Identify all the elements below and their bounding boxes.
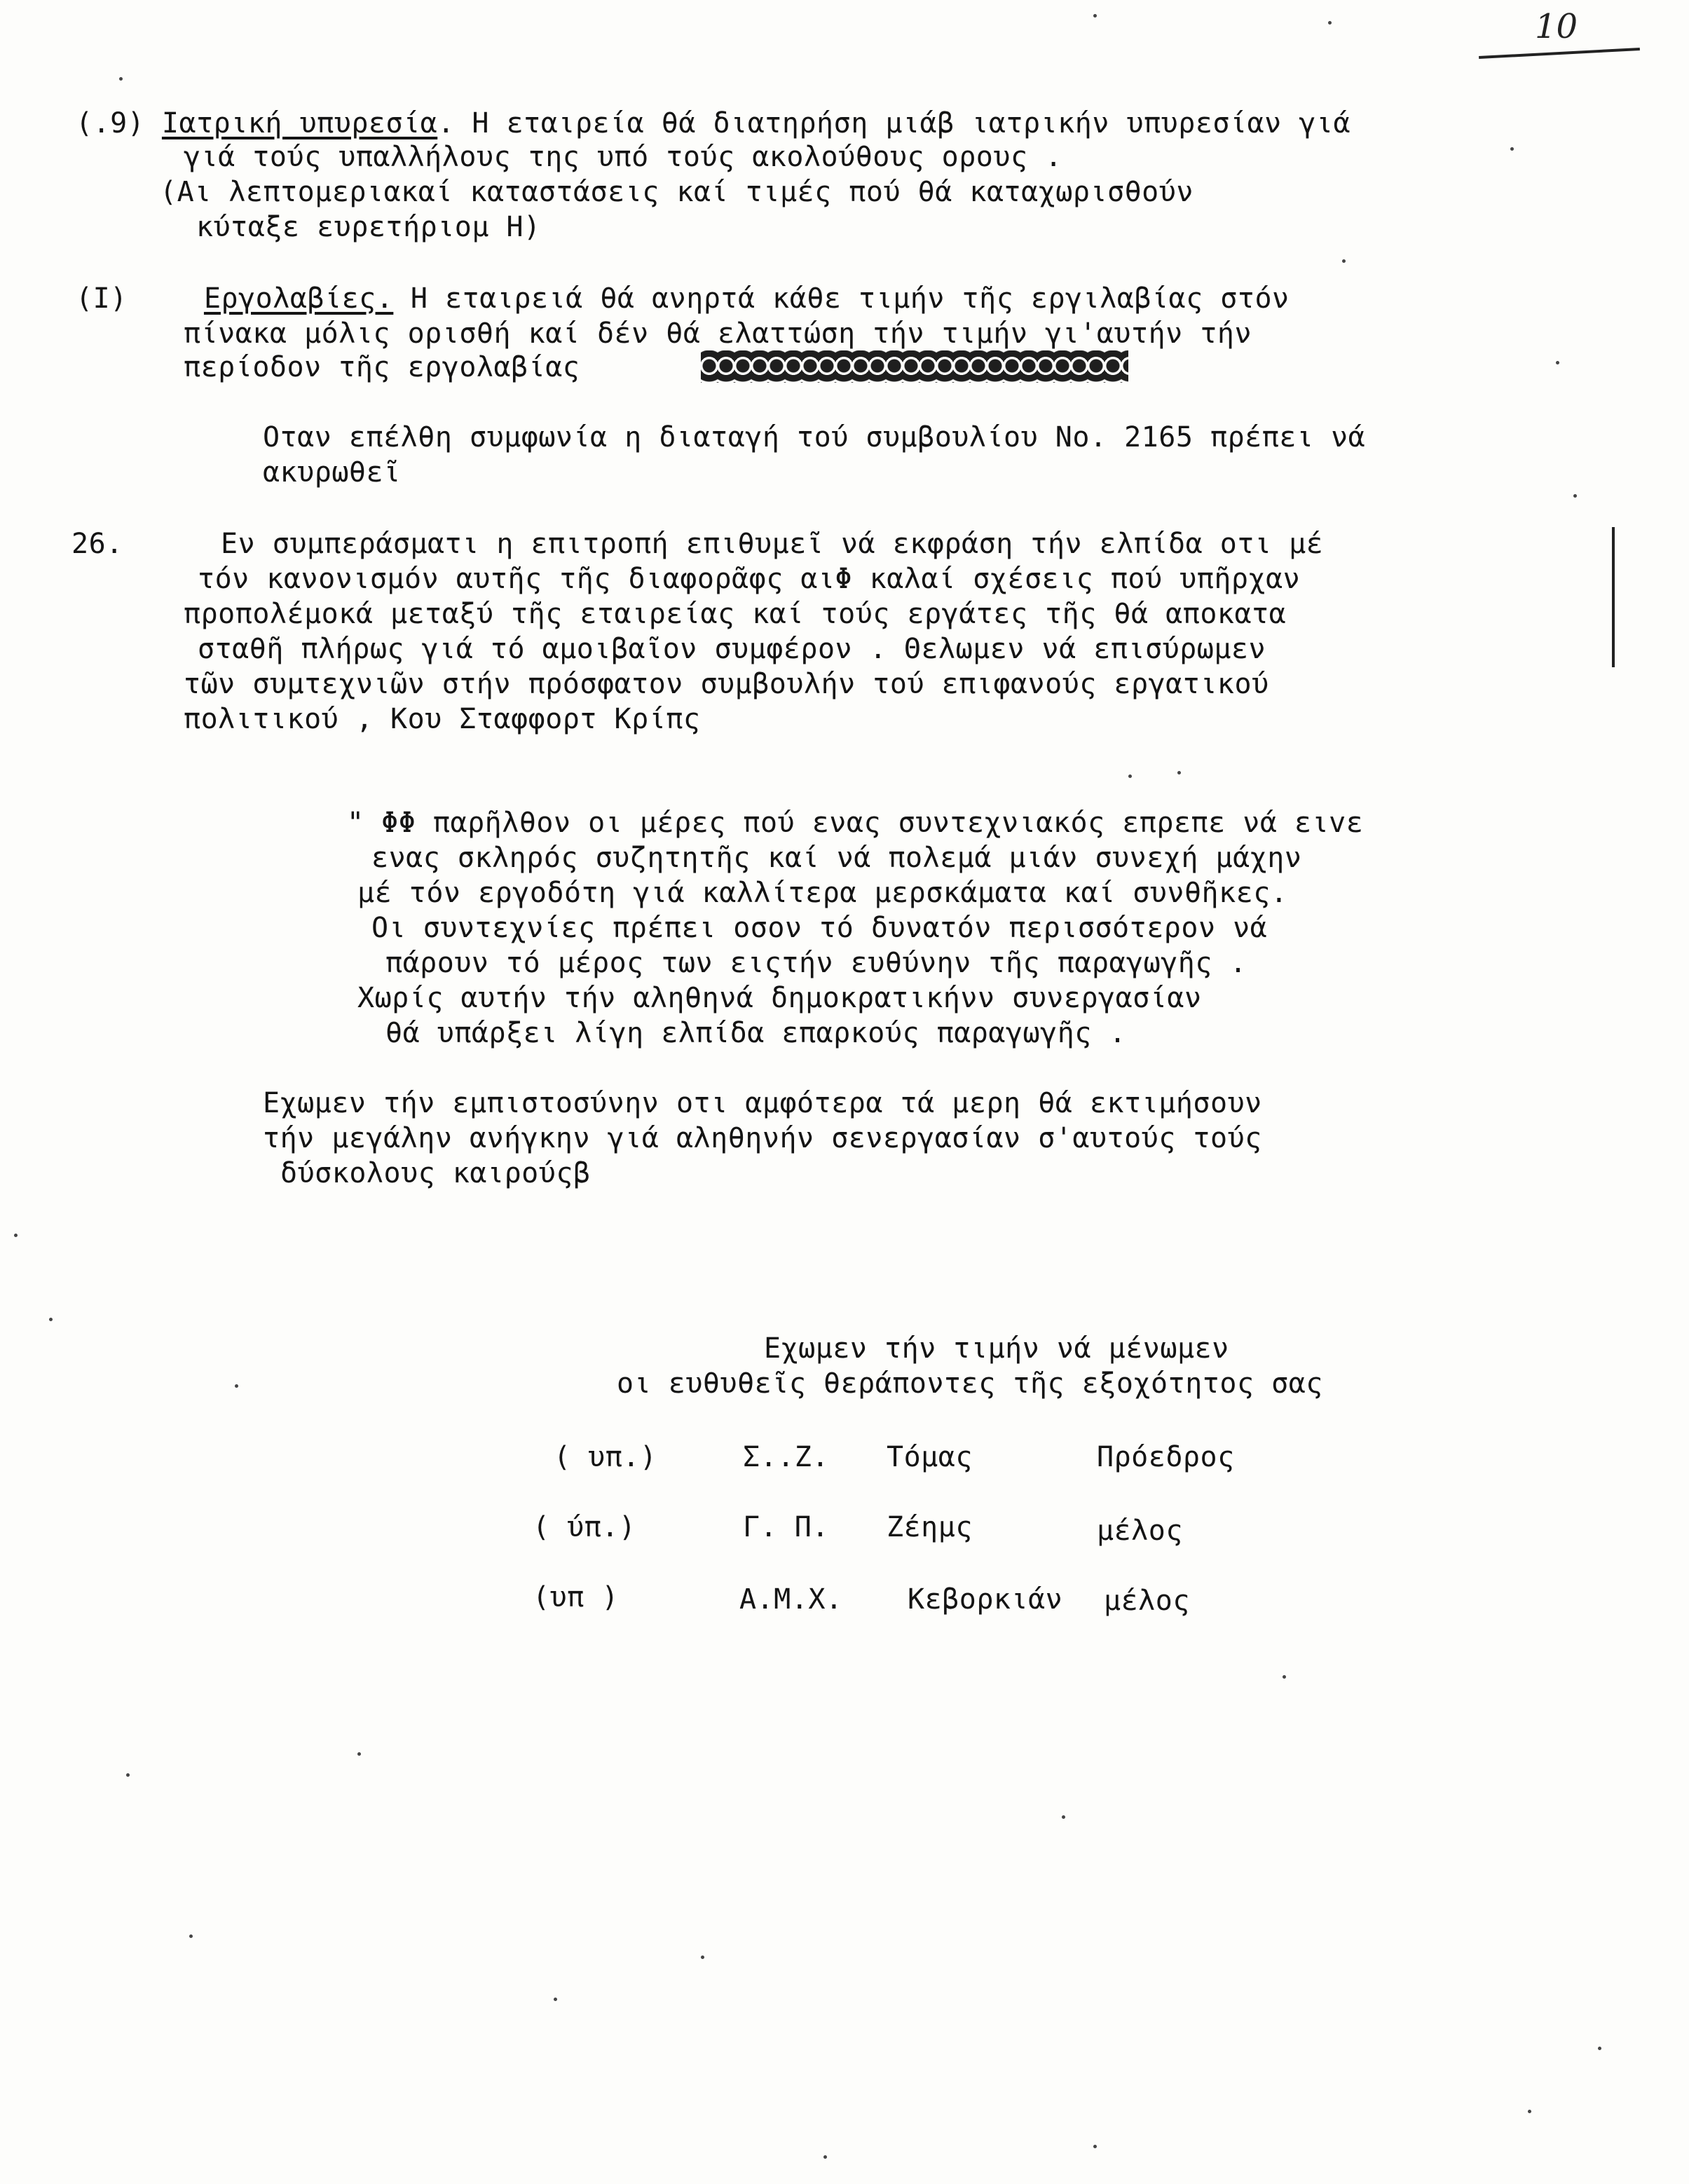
scan-speck (1062, 1815, 1065, 1819)
signatory-2-tag: ( ύπ.) (533, 1511, 636, 1543)
scan-speck (189, 1934, 193, 1938)
scan-speck (126, 1773, 130, 1777)
section-I-note-line-1: Οταν επέλθη συμφωνία η διαταγή τού συμβουλίου Νο. 2165 πρέπει νά (263, 421, 1366, 453)
scan-speck (1093, 2145, 1097, 2148)
signatory-2-initials: Γ. Π. (743, 1511, 829, 1543)
quote-line-5: πάρουν τό μέρος των ειςτήν ευθύνην τῆς παραγωγῆς . (385, 947, 1247, 979)
scan-speck (823, 2155, 827, 2159)
section-I-line-1: Η εταιρειά θά ανηρτά κάθε τιμήν τῆς εργιλαβίας στόν (393, 282, 1290, 315)
section-26-number: 26. (71, 528, 123, 560)
struck-out-text (701, 350, 1128, 383)
scan-speck (1510, 147, 1514, 151)
quote-line-3: μέ τόν εργοδότη γιά καλλίτερα μερσκάματα καί συνθῆκες. (357, 877, 1288, 909)
section-I-marker: (I) (76, 282, 128, 315)
signatory-1-name: Τόμας (887, 1441, 973, 1473)
scan-speck (1128, 774, 1132, 778)
closing-line-2: τήν μεγάλην ανήγκην γιά αληθηνήν σενεργασίαν σ'αυτούς τούς (263, 1122, 1262, 1154)
scan-speck (1573, 494, 1577, 498)
signatory-2-role: μέλος (1097, 1515, 1183, 1547)
scan-speck (554, 1998, 557, 2001)
scan-speck (235, 1384, 238, 1388)
section-9-title: Ιατρική υπυρεσία (161, 107, 438, 139)
quote-line-4: Οι συντεχνίες πρέπει οσον τό δυνατόν περισσότερον νά (371, 912, 1268, 944)
section-I-line-2: πίνακα μόλις ορισθή καί δέν θά ελαττώση τήν τιμήν γι'αυτήν τήν (184, 318, 1252, 350)
scan-speck (701, 1956, 704, 1959)
quote-line-2: ενας σκληρός συζητητῆς καί νά πολεμά μιάν συνεχή μάχην (371, 842, 1302, 874)
page-number: 10 (1535, 7, 1578, 46)
section-I-first-line (76, 282, 1290, 315)
signatory-1-initials: Σ..Ζ. (743, 1441, 829, 1473)
signatory-3-name: Κεβορκιάν (908, 1583, 1063, 1616)
section-26-line-2: τόν κανονισμόν αυτῆς τῆς διαφορᾶφς αιΦ καλαί σχέσεις πού υπῆρχαν (198, 563, 1301, 595)
scan-speck (1283, 1675, 1286, 1679)
section-26-line-6: πολιτικού , Κου Σταφφορτ Κρίπς (184, 703, 701, 735)
closing-line-3: δύσκολους καιρούςβ (280, 1157, 591, 1189)
quote-line-6: Χωρίς αυτήν τήν αληθηνά δημοκρατικήνν συνεργασίαν (357, 982, 1202, 1014)
scan-speck (1556, 361, 1559, 364)
section-9-line-4: κύταξε ευρετήριομ Η) (196, 211, 541, 243)
signatory-3-role: μέλος (1104, 1585, 1190, 1617)
section-I-line-3: περίοδον τῆς εργολαβίας (184, 351, 580, 383)
section-I-title: Εργολαβίες. (203, 282, 394, 315)
section-26-line-3: προπολέμοκά μεταξύ τῆς εταιρείας καί τούς εργάτες τῆς θά αποκατα (184, 598, 1287, 630)
scan-speck (1328, 21, 1332, 25)
salutation-line-1: Εχωμεν τήν τιμήν νά μένωμεν (764, 1332, 1229, 1365)
signatory-3-initials: Α.Μ.Χ. (739, 1583, 843, 1616)
quote-line-7: θά υπάρξει λίγη ελπίδα επαρκούς παραγωγῆς . (385, 1017, 1127, 1049)
scan-speck (1598, 2047, 1601, 2050)
scan-speck (357, 1752, 361, 1756)
scan-speck (49, 1318, 53, 1321)
section-9-line-1: . Η εταιρεία θά διατηρήση μιάβ ιατρικήν υπυρεσίαν γιά (437, 107, 1351, 139)
scan-speck (1342, 259, 1346, 263)
section-I-note-line-2: ακυρωθεῖ (263, 456, 401, 489)
section-26-line-4: σταθῆ πλήρως γιά τό αμοιβαῖον συμφέρον . Θελωμεν νά επισύρωμεν (198, 633, 1266, 665)
scan-speck (1093, 14, 1097, 18)
section-26-line-1: Εν συμπεράσματι η επιτροπή επιθυμεῖ νά εκφράση τήν ελπίδα οτι μέ (221, 528, 1324, 560)
signatory-1-tag: ( υπ.) (554, 1441, 657, 1473)
margin-line (1612, 527, 1615, 667)
page-number-rule (1479, 48, 1640, 59)
section-26-line-5: τῶν συμτεχνιῶν στήν πρόσφατον συμβουλήν τού επιφανούς εργατικού (184, 668, 1269, 700)
section-9-marker: (.9) (76, 107, 145, 139)
quote-line-1: " ΦΦ παρῆλθον οι μέρες πού ενας συντεχνιακός επρεπε νά ειvε (347, 807, 1364, 839)
salutation-line-2: οι ευθυθεῖς θεράποντες τῆς εξοχότητος σας (617, 1367, 1323, 1400)
signatory-1-role: Πρόεδρος (1097, 1441, 1235, 1473)
scan-speck (119, 77, 123, 81)
scan-speck (1177, 771, 1181, 774)
section-9-first-line (76, 107, 1350, 140)
scan-speck (1528, 2110, 1531, 2113)
signatory-3-tag: (υπ ) (533, 1581, 619, 1613)
section-9-line-2: γιά τούς υπαλλήλους της υπό τούς ακολούθους ορους . (184, 141, 1062, 173)
section-9-line-3: (Αι λεπτομεριακαί καταστάσεις καί τιμές πού θά καταχωρισθούν (160, 176, 1194, 208)
closing-line-1: Εχωμεν τήν εμπιστοσύνην οτι αμφότερα τά μερη θά εκτιμήσουν (263, 1087, 1262, 1119)
signatory-2-name: Ζέημς (887, 1511, 973, 1543)
scan-speck (14, 1234, 18, 1237)
